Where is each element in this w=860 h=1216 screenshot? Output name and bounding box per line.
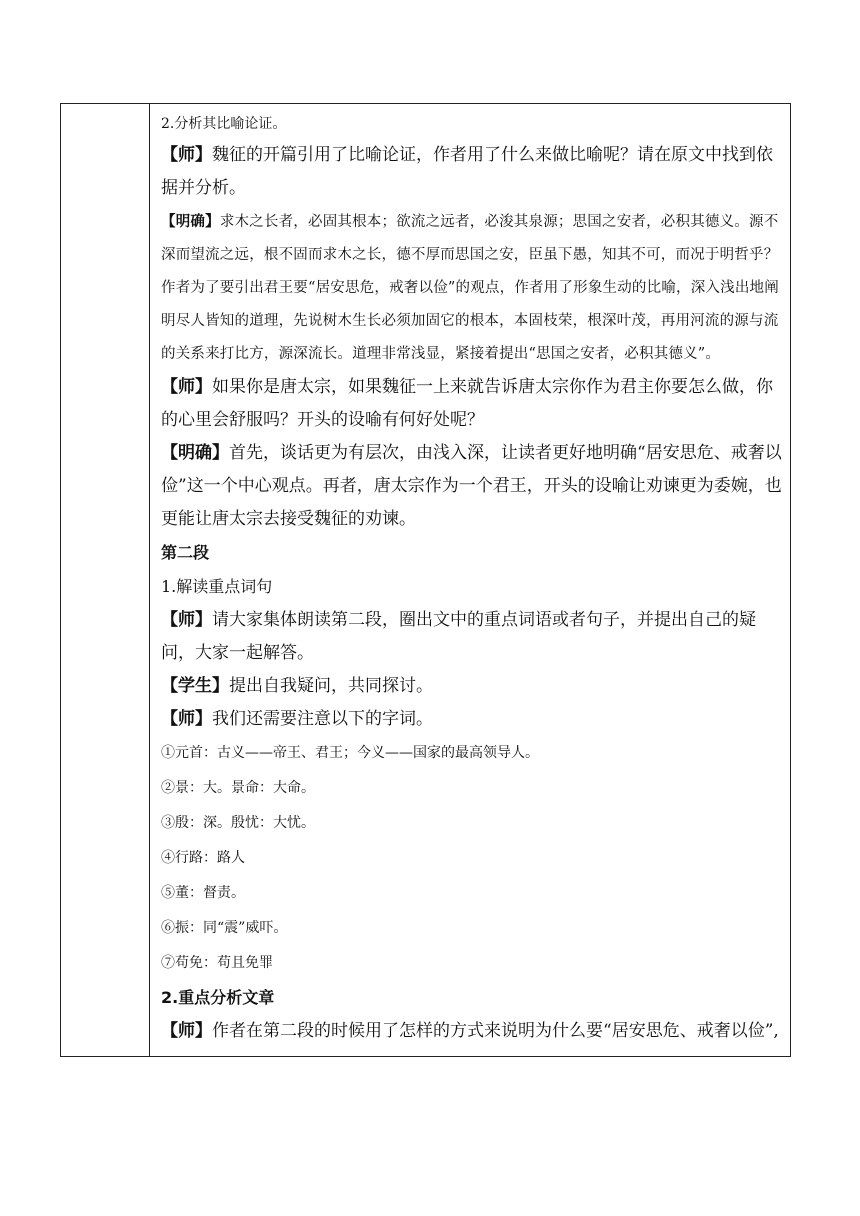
left-column-cell <box>61 104 150 1056</box>
teacher-tag: 【师】 <box>161 709 212 729</box>
section-title: 第二段 <box>161 543 210 562</box>
subsection-title-1: 1.解读重点词句 <box>161 577 273 596</box>
vocab-item: ①元首：古义——帝王、君王；今义——国家的最高领导人。 <box>161 745 539 761</box>
vocab-item: ③殷：深。殷忧：大忧。 <box>161 815 315 831</box>
paragraph-teacher-3 <box>161 604 782 670</box>
vocab-item: ⑤董：督责。 <box>161 885 245 901</box>
paragraph-text: 魏征的开篇引用了比喻论证，作者用了什么来做比喻呢？请在原文中找到依据并分析。 <box>161 145 773 198</box>
student-tag: 【学生】 <box>161 676 229 696</box>
classical-quote: 求木之长者，必固其根本；欲流之远者，必浚其泉源；思国之安者，必积其德义。源不深而望流之远，根不固而求木之长，德不厚而思国之安，臣虽下愚，知其不可，而况于明哲乎？ <box>161 214 779 263</box>
subsection-title-2: 2.重点分析文章 <box>161 988 275 1007</box>
paragraph-teacher-1 <box>161 139 782 205</box>
answer-tag: 【明确】 <box>161 213 220 230</box>
paragraph-text: 如果你是唐太宗，如果魏征一上来就告诉唐太宗你作为君主你要怎么做，你的心里会舒服吗？开头的设喻有何好处呢？ <box>161 377 773 430</box>
answer-tag: 【明确】 <box>161 443 229 463</box>
paragraph-student <box>161 670 782 703</box>
paragraph-text: 我们还需要注意以下的字词。 <box>212 709 433 729</box>
vocab-item: ⑥振：同“震”威吓。 <box>161 920 288 936</box>
vocab-item: ②景：大。景命：大命。 <box>161 780 315 796</box>
paragraph-text: 作者在第二段的时候用了怎样的方式来说明为什么要“居安思危、戒奢以俭”, <box>212 1021 779 1041</box>
teacher-tag: 【师】 <box>161 377 212 397</box>
paragraph-text: 提出自我疑问，共同探讨。 <box>229 676 433 696</box>
vocab-item: ⑦苟免：苟且免罪 <box>161 955 273 971</box>
content-cell <box>150 104 790 1056</box>
paragraph-teacher-4 <box>161 703 782 736</box>
paragraph-text: 首先，谈话更为有层次，由浅入深，让读者更好地明确“居安思危、戒奢以俭”这一个中心观点。再者，唐太宗作为一个君王，开头的设喻让劝谏更为委婉，也更能让唐太宗去接受魏征的劝谏。 <box>161 443 782 529</box>
paragraph-text: 作者为了要引出君王要“居安思危，戒奢以俭”的观点，作者用了形象生动的比喻，深入浅出地阐明尽人皆知的道理，先说树木生长必须加固它的根本，本固枝荣，根深叶茂，再用河流的源与流的关系来打比方，源深流长。道理非常浅显，紧接着提出“思国之安者，必积其德义”。 <box>161 280 779 362</box>
paragraph-answer-1 <box>161 205 782 371</box>
lesson-table <box>60 103 791 1057</box>
teacher-tag: 【师】 <box>161 145 212 165</box>
teacher-tag: 【师】 <box>161 610 212 630</box>
teacher-tag: 【师】 <box>161 1021 212 1041</box>
paragraph-teacher-2 <box>161 371 782 437</box>
vocab-item: ④行路：路人 <box>161 850 245 866</box>
item-2-title: 2.分析其比喻论证。 <box>161 116 287 132</box>
paragraph-text: 请大家集体朗读第二段，圈出文中的重点词语或者句子，并提出自己的疑问，大家一起解答。 <box>161 610 756 663</box>
paragraph-teacher-5 <box>161 1015 782 1048</box>
paragraph-answer-2 <box>161 437 782 536</box>
